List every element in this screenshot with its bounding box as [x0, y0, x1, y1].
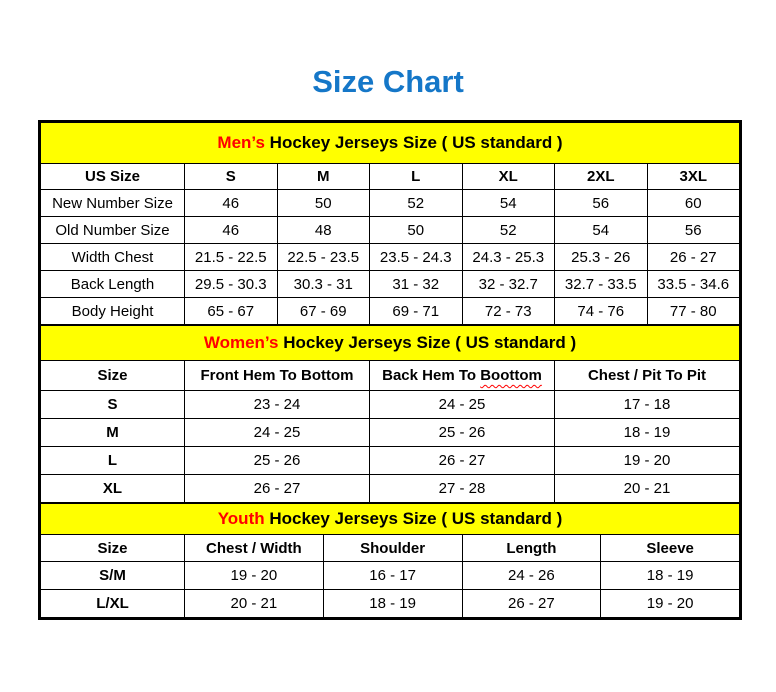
- womens-row-s: [41, 391, 740, 419]
- table-cell: 23.5 - 24.3: [370, 244, 463, 271]
- youth-caption-highlight: Youth: [217, 509, 265, 528]
- table-cell: 48: [277, 217, 370, 244]
- mens-table-caption: [41, 123, 740, 164]
- table-cell: 46: [185, 190, 278, 217]
- mens-row-width-chest: [41, 244, 740, 271]
- table-cell: 77 - 80: [647, 298, 740, 325]
- table-cell: 30.3 - 31: [277, 271, 370, 298]
- youth-row-sm: [41, 562, 740, 590]
- row-label: M: [41, 419, 185, 447]
- table-cell: 25 - 26: [185, 447, 370, 475]
- mens-col-header-2xl: 2XL: [555, 164, 648, 190]
- womens-caption-rest: Hockey Jerseys Size ( US standard ): [278, 333, 577, 352]
- table-cell: 19 - 20: [185, 562, 324, 590]
- table-cell: 32.7 - 33.5: [555, 271, 648, 298]
- mens-row-back-length: [41, 271, 740, 298]
- mens-header-row: [41, 164, 740, 190]
- table-cell: 26 - 27: [185, 475, 370, 503]
- size-tables-container: [38, 120, 742, 620]
- table-cell: 33.5 - 34.6: [647, 271, 740, 298]
- table-cell: 26 - 27: [462, 590, 601, 618]
- table-cell: 67 - 69: [277, 298, 370, 325]
- womens-row-xl: [41, 475, 740, 503]
- table-cell: 23 - 24: [185, 391, 370, 419]
- row-label: XL: [41, 475, 185, 503]
- table-cell: 25 - 26: [370, 419, 555, 447]
- womens-header-row: [41, 361, 740, 391]
- womens-caption-highlight: Women’s: [203, 333, 279, 352]
- table-cell: 24 - 25: [370, 391, 555, 419]
- table-cell: 20 - 21: [185, 590, 324, 618]
- womens-col-header-front-hem: Front Hem To Bottom: [185, 361, 370, 391]
- womens-row-m: [41, 419, 740, 447]
- mens-row-old-number-size: [41, 217, 740, 244]
- mens-col-header-s: S: [185, 164, 278, 190]
- table-cell: 56: [555, 190, 648, 217]
- womens-size-table: [40, 325, 740, 503]
- table-cell: 52: [462, 217, 555, 244]
- table-cell: 16 - 17: [323, 562, 462, 590]
- row-label: Back Length: [41, 271, 185, 298]
- womens-row-l: [41, 447, 740, 475]
- youth-row-lxl: [41, 590, 740, 618]
- table-cell: 25.3 - 26: [555, 244, 648, 271]
- table-cell: 24 - 25: [185, 419, 370, 447]
- table-cell: 22.5 - 23.5: [277, 244, 370, 271]
- table-cell: 20 - 21: [555, 475, 740, 503]
- youth-table-caption: [41, 504, 740, 535]
- table-cell: 74 - 76: [555, 298, 648, 325]
- mens-col-header-xl: XL: [462, 164, 555, 190]
- mens-size-table: [40, 122, 740, 325]
- mens-col-header-m: M: [277, 164, 370, 190]
- mens-col-header-3xl: 3XL: [647, 164, 740, 190]
- youth-col-header-shoulder: Shoulder: [323, 535, 462, 562]
- youth-col-header-sleeve: Sleeve: [601, 535, 740, 562]
- table-cell: 69 - 71: [370, 298, 463, 325]
- table-cell: 72 - 73: [462, 298, 555, 325]
- table-cell: 24.3 - 25.3: [462, 244, 555, 271]
- table-cell: 52: [370, 190, 463, 217]
- row-label: Width Chest: [41, 244, 185, 271]
- table-cell: 46: [185, 217, 278, 244]
- table-cell: 19 - 20: [555, 447, 740, 475]
- row-label: L: [41, 447, 185, 475]
- page-title: Size Chart: [312, 64, 464, 99]
- row-label: S: [41, 391, 185, 419]
- table-cell: 27 - 28: [370, 475, 555, 503]
- table-cell: 26 - 27: [647, 244, 740, 271]
- table-cell: 54: [555, 217, 648, 244]
- mens-col-header-us-size: US Size: [41, 164, 185, 190]
- back-hem-prefix: Back Hem To: [382, 367, 481, 384]
- youth-col-header-length: Length: [462, 535, 601, 562]
- youth-col-header-chest-width: Chest / Width: [185, 535, 324, 562]
- table-cell: 54: [462, 190, 555, 217]
- womens-col-header-size: Size: [41, 361, 185, 391]
- youth-header-row: [41, 535, 740, 562]
- mens-caption-row: [41, 123, 740, 164]
- table-cell: 18 - 19: [555, 419, 740, 447]
- youth-caption-row: [41, 504, 740, 535]
- table-cell: 56: [647, 217, 740, 244]
- mens-row-body-height: [41, 298, 740, 325]
- youth-caption-rest: Hockey Jerseys Size ( US standard ): [264, 509, 563, 528]
- mens-row-new-number-size: [41, 190, 740, 217]
- row-label: Old Number Size: [41, 217, 185, 244]
- mens-col-header-l: L: [370, 164, 463, 190]
- mens-caption-rest: Hockey Jerseys Size ( US standard ): [264, 133, 563, 152]
- mens-caption-highlight: Men’s: [217, 133, 265, 152]
- womens-table-caption: [41, 326, 740, 361]
- table-cell: 17 - 18: [555, 391, 740, 419]
- table-cell: 19 - 20: [601, 590, 740, 618]
- table-cell: 60: [647, 190, 740, 217]
- womens-caption-row: [41, 326, 740, 361]
- row-label: New Number Size: [41, 190, 185, 217]
- table-cell: 50: [277, 190, 370, 217]
- womens-col-header-back-hem: [370, 361, 555, 391]
- youth-col-header-size: Size: [41, 535, 185, 562]
- table-cell: 18 - 19: [601, 562, 740, 590]
- table-cell: 18 - 19: [323, 590, 462, 618]
- table-cell: 32 - 32.7: [462, 271, 555, 298]
- youth-size-table: [40, 503, 740, 618]
- row-label: Body Height: [41, 298, 185, 325]
- table-cell: 31 - 32: [370, 271, 463, 298]
- table-cell: 21.5 - 22.5: [185, 244, 278, 271]
- table-cell: 50: [370, 217, 463, 244]
- back-hem-misspelled-word: Boottom: [480, 367, 542, 384]
- table-cell: 29.5 - 30.3: [185, 271, 278, 298]
- table-cell: 24 - 26: [462, 562, 601, 590]
- womens-col-header-chest: Chest / Pit To Pit: [555, 361, 740, 391]
- row-label: S/M: [41, 562, 185, 590]
- row-label: L/XL: [41, 590, 185, 618]
- table-cell: 26 - 27: [370, 447, 555, 475]
- table-cell: 65 - 67: [185, 298, 278, 325]
